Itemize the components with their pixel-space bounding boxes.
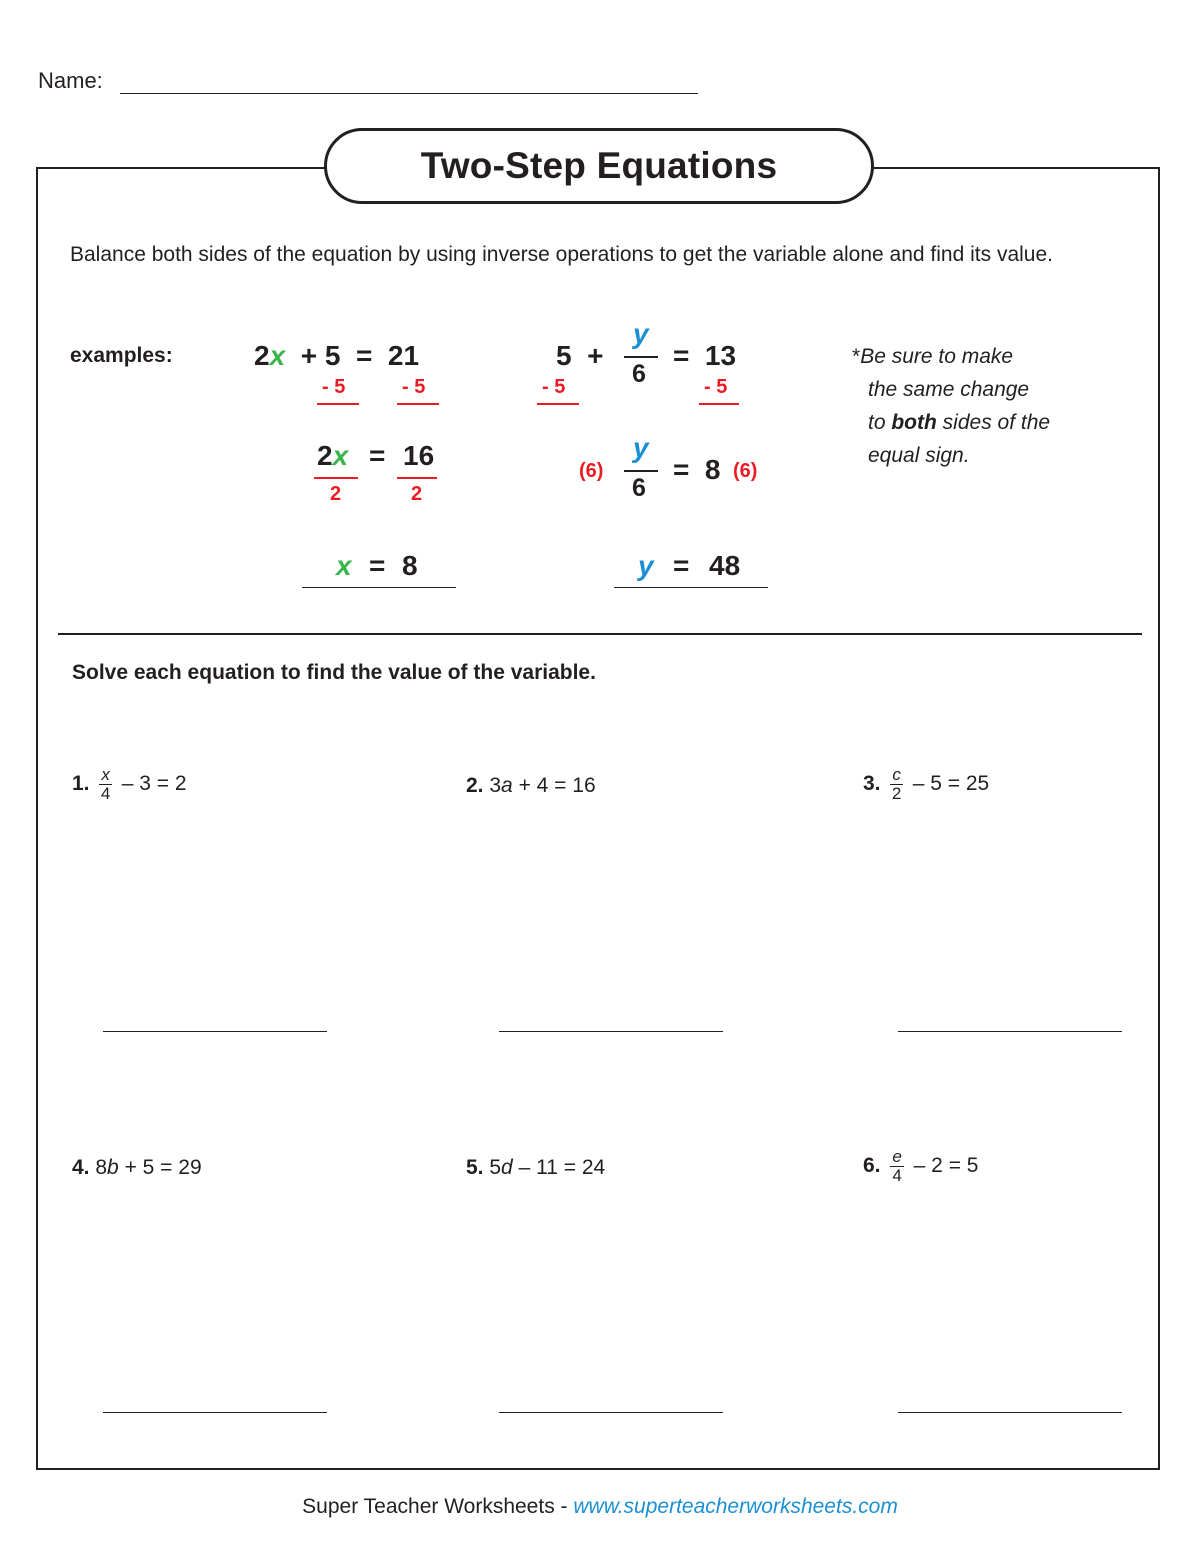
note-line3-post: sides of the [936,411,1051,434]
ex1-rest: + 5 = 21 [300,340,420,371]
name-label: Name: [38,68,103,93]
ex2-line2-frac-top [633,432,649,464]
note-line3-pre: to [868,411,892,434]
ex2-frac-den: 6 [632,360,646,388]
problem-6-fraction [890,1148,903,1185]
problem-1-frac-bot: 4 [100,784,111,803]
ex2-line2-right: = 8 [673,454,721,485]
problem-1-rest: – 3 = 2 [121,772,187,796]
ex2-redline-left [537,403,579,405]
ex2-line2-frac-den: 6 [632,474,646,502]
problem-6 [863,1148,978,1185]
ex2-mult-left: (6) [579,460,604,482]
answer-line-5[interactable] [499,1412,723,1413]
example-note [852,340,1112,472]
problem-3 [863,766,989,803]
ex1-sub-left: - 5 [322,376,346,398]
problem-2-pre: 3 [489,774,502,797]
ex1-answer-var-text: x [336,550,352,581]
ex1-var: x [269,340,286,371]
ex1-div-right: 2 [411,483,423,505]
problem-5-pre: 5 [489,1156,502,1179]
example1-line1 [254,340,419,372]
ex2-redline-right [699,403,739,405]
problem-2-rest: + 4 = 16 [512,774,596,797]
ex1-divbar-right [397,477,437,479]
problem-3-frac-top: c [892,765,901,784]
problem-4-rest: + 5 = 29 [118,1156,202,1179]
ex1-line2-right: 16 [403,440,435,471]
ex2-line1-left: 5 + [556,340,604,371]
ex1-coef: 2 [254,340,270,371]
problem-4 [72,1156,202,1180]
ex2-frac-bar [624,356,658,358]
note-line2: the same change [868,378,1030,401]
ex1-answer-val: 8 [402,550,418,581]
problem-1 [72,766,187,803]
ex2-frac-var: y [633,318,649,349]
page-title: Two-Step Equations [420,145,778,186]
problem-4-pre: 8 [95,1156,108,1179]
ex1-answer-var [336,550,352,582]
footer-link[interactable]: www.superteacherworksheets.com [573,1495,898,1518]
examples-label: examples: [70,344,173,367]
section-divider [58,633,1142,635]
footer-text: Super Teacher Worksheets - [302,1495,574,1518]
ex2-frac-top [633,318,649,350]
problem-2-var: a [501,774,513,797]
problem-1-number: 1. [72,772,90,796]
ex1-line2-eq: = [369,440,386,471]
ex1-line2-var: x [332,440,349,471]
note-line1-text: Be sure to make [860,345,1014,368]
problem-1-fraction [99,766,112,803]
problem-5 [466,1156,605,1180]
ex1-redline-left [317,403,359,405]
answer-line-3[interactable] [898,1031,1122,1032]
problem-6-frac-top: e [892,1147,902,1166]
ex1-line2-coef: 2 [317,440,333,471]
problem-4-var: b [107,1156,119,1179]
answer-line-6[interactable] [898,1412,1122,1413]
example1-line2 [317,440,348,472]
problem-5-number: 5. [466,1156,484,1179]
note-line3-bold: both [891,411,937,434]
ex2-line1-right: = 13 [673,340,737,371]
ex1-answer-eq: = [369,550,386,581]
answer-line-1[interactable] [103,1031,327,1032]
name-line[interactable] [120,93,698,94]
problem-6-number: 6. [863,1154,881,1178]
note-line1 [852,345,1013,368]
ex2-line2-frac-bar [624,470,658,472]
problem-3-fraction [890,766,903,803]
note-star: * [852,345,861,368]
title-box [324,128,874,204]
problem-3-rest: – 5 = 25 [912,772,990,796]
ex2-line2-var: y [633,432,649,463]
problem-4-number: 4. [72,1156,90,1179]
answer-line-4[interactable] [103,1412,327,1413]
problem-5-var: d [501,1156,513,1179]
ex1-divbar-left [314,477,358,479]
ex2-answer-eq: = [673,550,690,581]
solve-heading: Solve each equation to find the value of the variable. [72,661,596,684]
ex1-answer-line [302,587,456,588]
problem-1-frac-top: x [101,765,110,784]
ex1-div-left: 2 [330,483,342,505]
note-line4: equal sign. [868,444,970,467]
footer [0,1495,1200,1519]
problem-6-rest: – 2 = 5 [913,1154,979,1178]
problem-6-frac-bot: 4 [892,1166,902,1185]
problem-3-frac-bot: 2 [891,784,902,803]
problem-5-rest: – 11 = 24 [512,1156,606,1179]
ex2-mult-right: (6) [733,460,758,482]
ex2-sub-right: - 5 [704,376,728,398]
problem-2-number: 2. [466,774,484,797]
ex2-answer-var [638,550,654,582]
ex2-sub-left: - 5 [542,376,566,398]
problem-2 [466,774,596,798]
instructions: Balance both sides of the equation by using inverse operations to get the variable alone and find its value. [70,243,1053,266]
note-line3 [852,406,1112,439]
ex2-answer-line [614,587,768,588]
ex1-redline-right [397,403,439,405]
problem-3-number: 3. [863,772,881,796]
ex2-answer-val: 48 [709,550,741,581]
ex1-sub-right: - 5 [402,376,426,398]
ex2-answer-var-text: y [638,550,654,581]
answer-line-2[interactable] [499,1031,723,1032]
